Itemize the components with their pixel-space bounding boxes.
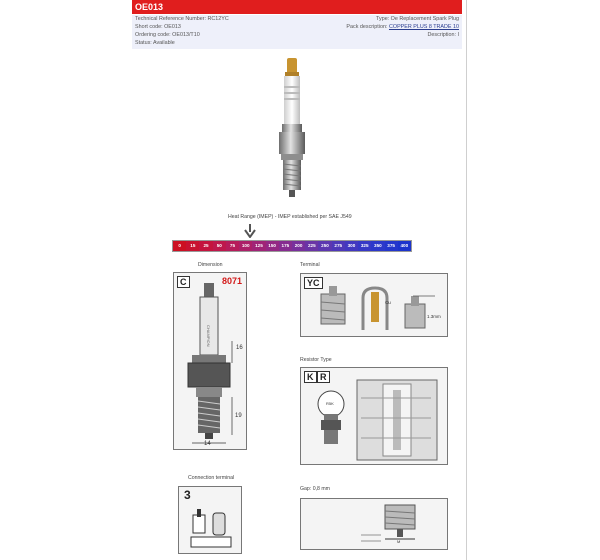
pack-description-link[interactable]: COPPER PLUS 8 TRADE 10 — [388, 24, 459, 30]
terminal-diagram — [301, 274, 449, 338]
ordering-code: Ordering code: OE013/T10 — [135, 32, 200, 38]
heat-range-cell: 100 — [239, 241, 252, 251]
heat-range-cell: 15 — [186, 241, 199, 251]
heat-range-cell: 225 — [305, 241, 318, 251]
spark-plug-photo — [262, 56, 322, 201]
heat-range-cell: 125 — [252, 241, 265, 251]
heat-range-cell: 400 — [398, 241, 411, 251]
connection-terminal-label: Connection terminal — [188, 475, 235, 481]
arrow-down-icon — [244, 224, 256, 238]
gap-diagram — [301, 499, 449, 551]
plug-brand-mark: CHAMPION — [206, 325, 211, 347]
connection-code: 3 — [184, 488, 191, 502]
gap-mark: M — [397, 539, 401, 544]
gap-panel — [300, 498, 448, 550]
resistor-code-r: R — [317, 371, 330, 383]
type-text: Type: Oe Replacement Spark Plug — [376, 16, 459, 22]
technical-reference: Technical Reference Number: RC12YC — [135, 16, 229, 22]
pack-description — [346, 24, 459, 31]
resistor-panel — [300, 367, 448, 465]
terminal-gap-label: 1.3mm — [427, 314, 441, 319]
terminal-label: Terminal — [300, 262, 320, 268]
heat-range-cell: 350 — [371, 241, 384, 251]
heat-range-cell: 375 — [385, 241, 398, 251]
right-border — [466, 0, 467, 560]
heat-range-cell: 150 — [266, 241, 279, 251]
dimension-19: 19 — [235, 413, 242, 419]
product-info-panel — [132, 15, 462, 49]
heat-range-scale — [172, 240, 412, 252]
dimension-code: C — [177, 276, 190, 288]
resistor-code-k: K — [304, 371, 317, 383]
dimension-number: 8071 — [221, 276, 242, 286]
heat-range-cell: 200 — [292, 241, 305, 251]
heat-range-caption: Heat Range (IMEP) - IMEP established per SAE J549 — [228, 214, 352, 220]
heat-range-cell: 175 — [279, 241, 292, 251]
short-code: Short code: OE013 — [135, 24, 181, 30]
dimension-label: Dimension — [198, 262, 223, 268]
status: Status: Available — [135, 40, 175, 46]
dimension-14: 14 — [204, 441, 211, 447]
terminal-panel — [300, 273, 448, 337]
heat-range-cell: 325 — [358, 241, 371, 251]
pack-description-label: Pack description: — [346, 24, 388, 30]
connection-panel — [178, 486, 242, 554]
heat-range-cell: 300 — [345, 241, 358, 251]
gap-label: Gap: 0,8 mm — [300, 486, 330, 492]
resistor-diagram — [301, 368, 449, 466]
resistor-type-label: Resistor Type — [300, 357, 332, 363]
heat-range-cell: 0 — [173, 241, 186, 251]
description-label: Description: I — [427, 32, 459, 38]
product-title: OE013 — [132, 0, 462, 14]
heat-range-cell: 25 — [199, 241, 212, 251]
terminal-code: YC — [304, 277, 323, 289]
heat-range-cell: 75 — [226, 241, 239, 251]
connection-diagram — [179, 487, 243, 555]
heat-range-cell: 275 — [332, 241, 345, 251]
dimension-diagram — [174, 273, 248, 451]
heat-range-cell: 250 — [318, 241, 331, 251]
dimension-16: 16 — [236, 345, 243, 351]
heat-range-cell: 50 — [213, 241, 226, 251]
resistor-lens-text: R5K — [326, 401, 334, 406]
terminal-cu-label: Cu — [385, 300, 391, 305]
dimension-panel — [173, 272, 247, 450]
